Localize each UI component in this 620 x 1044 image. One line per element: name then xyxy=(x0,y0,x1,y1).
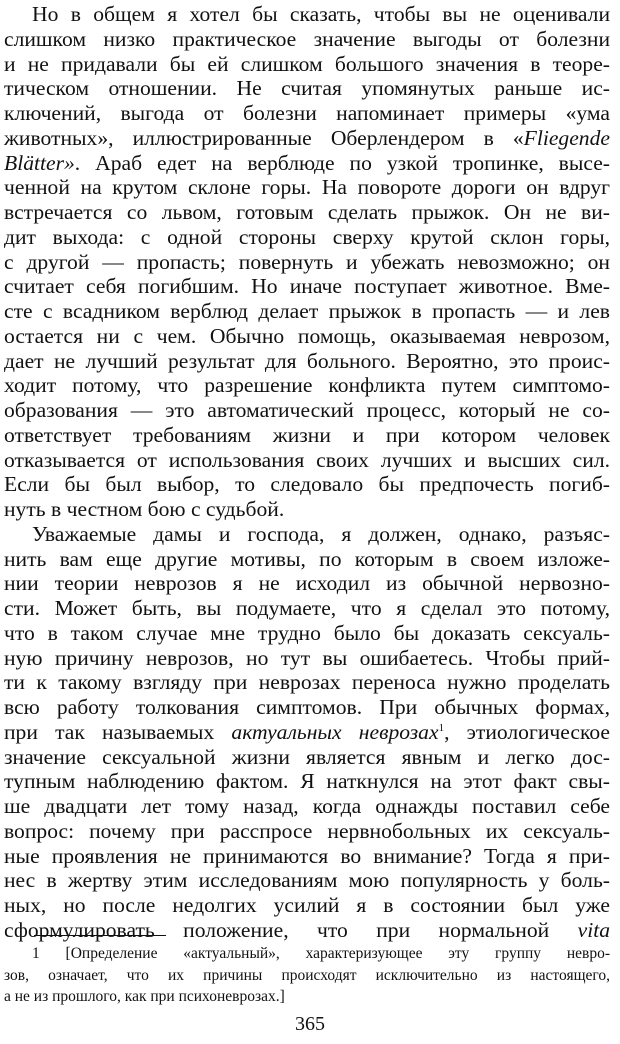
italic-title: Fliegende xyxy=(523,125,610,150)
footnote-line: зов, означает, что их причины происходят исключительно из настоящего, xyxy=(4,966,610,984)
text-line: Но в общем я хотел бы сказать, чтобы вы не оценивали xyxy=(32,2,610,26)
text-line: тупным наблюдению фактом. Я наткнулся на этот факт свы- xyxy=(4,769,610,794)
text-line: значение сексуальной жизни является явным и легко дос- xyxy=(4,744,610,769)
text-run: . Араб едет на верблюде по узкой тропинке, высе- xyxy=(74,150,610,175)
italic-term: актуальных неврозах xyxy=(231,719,439,744)
text-line: ти к такому взгляду при неврозах переноса нужно проделать xyxy=(4,670,610,695)
text-line: дит выхода: с одной стороны сверху крутой склон горы, xyxy=(4,224,610,249)
text-line: ходит потому, что разрешение конфликта путем симптомо- xyxy=(4,373,610,398)
text-line: всю работу толкования симптомов. При обычных формах, xyxy=(4,695,610,719)
body-text xyxy=(4,2,610,943)
text-line: ченной на крутом склоне горы. На повороте дороги он вдруг xyxy=(4,175,610,200)
text-line: слишком низко практическое значение выгоды от болезни xyxy=(4,26,610,51)
text-run: сформулировать положение, что при нормальной xyxy=(4,917,578,942)
text-line: тическом отношении. Не считая упомянутых раньше ис- xyxy=(4,76,610,101)
italic-term: vita xyxy=(577,917,610,942)
text-line: нуть в честном бою с судьбой. xyxy=(4,497,285,521)
footnote-line: а не из прошлого, как при психоневрозах.] xyxy=(4,988,285,1005)
text-line xyxy=(4,126,610,151)
text-line: ных, но после недолгих усилий я в состоянии был уже xyxy=(4,893,610,917)
text-line: нить вам еще другие мотивы, по которым в своем изложе- xyxy=(4,546,610,571)
text-line xyxy=(4,720,610,745)
text-line: встречается со львом, готовым сделать прыжок. Он не ви- xyxy=(4,200,610,224)
page-number: 365 xyxy=(295,1013,325,1035)
text-line: и не придавали бы ей слишком большого значения в теоре- xyxy=(4,51,610,76)
text-line: образования — это автоматический процесс, который не со- xyxy=(4,398,610,422)
text-run: животных», иллюстрированные Оберлендером в « xyxy=(4,125,524,150)
text-line: отказывается от использования своих лучших и высших сил. xyxy=(4,447,610,472)
text-line: Уважаемые дамы и господа, я должен, однако, разъяс- xyxy=(32,521,610,546)
text-line: ше двадцати лет тому назад, когда однажды поставил себе xyxy=(4,794,610,818)
text-run: при так называемых xyxy=(4,719,232,744)
footnote-divider xyxy=(34,935,166,936)
text-line: ключений, выгода от болезни напоминает примеры «ума xyxy=(4,101,610,125)
text-line: Если бы был выбор, то следовало бы предпочесть погиб- xyxy=(4,472,610,497)
text-line: дает не лучший результат для больного. Вероятно, это проис- xyxy=(4,348,610,373)
text-line xyxy=(4,151,610,176)
footnote-line: 1 [Определение «актуальный», характеризующее эту группу невро- xyxy=(32,945,610,962)
text-line: нес в жертву этим исследованиям мою популярность у боль- xyxy=(4,868,610,893)
text-line: вопрос: почему при расспросе нервнобольных их сексуаль- xyxy=(4,818,610,843)
text-line: ные проявления не принимаются во внимание? Тогда я при- xyxy=(4,843,610,868)
text-run: , этиологическое xyxy=(444,719,610,744)
text-line: считает себя погибшим. Но иначе поступает животное. Вме- xyxy=(4,274,610,299)
text-line: ответствует требованиям жизни и при котором человек xyxy=(4,422,610,447)
text-line: с другой — пропасть; повернуть и убежать невозможно; он xyxy=(4,249,610,274)
text-line: что в таком случае мне трудно было бы доказать сексуаль- xyxy=(4,620,610,645)
footnote xyxy=(4,943,610,1008)
text-line: остается ни с чем. Обычно помощь, оказываемая неврозом, xyxy=(4,323,610,348)
text-line: нии теории неврозов я не исходил из обычной нервозно- xyxy=(4,571,610,596)
text-line: ную причину неврозов, но тут вы ошибаетесь. Чтобы прий- xyxy=(4,645,610,670)
footnote-ref: 1 xyxy=(438,721,445,734)
italic-title: Blätter» xyxy=(4,150,75,175)
text-line: сте с всадником верблюд делает прыжок в пропасть — и лев xyxy=(4,299,610,323)
text-line: сти. Может быть, вы подумаете, что я сделал это потому, xyxy=(4,596,610,620)
text-line xyxy=(4,918,610,943)
